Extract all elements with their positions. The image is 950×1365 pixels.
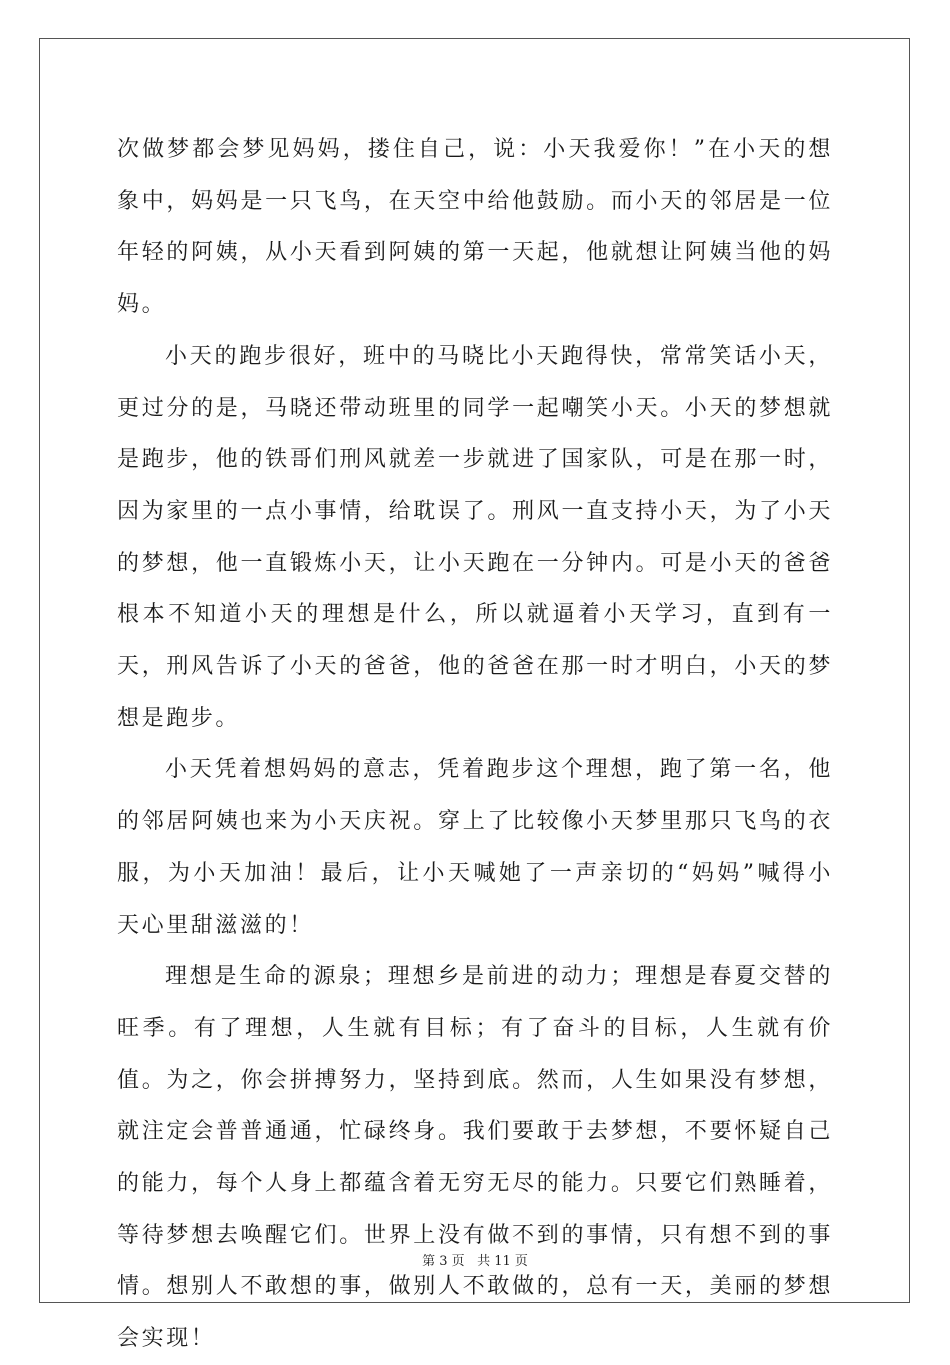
- page-footer: [0, 1250, 950, 1269]
- paragraph-3: 小天凭着想妈妈的意志，凭着跑步这个理想，跑了第一名，他的邻居阿姨也来为小天庆祝。穿上了比较像小天梦里那只飞鸟的衣服，为小天加油！最后，让小天喊她了一声亲切的“妈妈”喊得小天心里甜滋滋的！: [117, 757, 833, 938]
- paragraph-1: 次做梦都会梦见妈妈，搂住自己，说：小天我爱你！”在小天的想象中，妈妈是一只飞鸟，在天空中给他鼓励。而小天的邻居是一位年轻的阿姨，从小天看到阿姨的第一天起，他就想让阿姨当他的妈妈。: [117, 137, 833, 318]
- document-body: [117, 124, 833, 1365]
- page-number: 第 3 页: [422, 1254, 465, 1269]
- page-total: 共 11 页: [477, 1254, 528, 1269]
- paragraph-2: 小天的跑步很好，班中的马晓比小天跑得快，常常笑话小天，更过分的是，马晓还带动班里的同学一起嘲笑小天。小天的梦想就是跑步，他的铁哥们刑风就差一步就进了国家队，可是在那一时，因为家里的一点小事情，给耽误了。刑风一直支持小天，为了小天的梦想，他一直锻炼小天，让小天跑在一分钟内。可是小天的爸爸根本不知道小天的理想是什么，所以就逼着小天学习，直到有一天，刑风告诉了小天的爸爸，他的爸爸在那一时才明白，小天的梦想是跑步。: [117, 343, 833, 731]
- paragraph-4: 理想是生命的源泉；理想乡是前进的动力；理想是春夏交替的旺季。有了理想，人生就有目标；有了奋斗的目标，人生就有价值。为之，你会拼搏努力，坚持到底。然而，人生如果没有梦想，就注定会普普通通，忙碌终身。我们要敢于去梦想，不要怀疑自己的能力，每个人身上都蕴含着无穷无尽的能力。只要它们熟睡着，等待梦想去唤醒它们。世界上没有做不到的事情，只有想不到的事情。想别人不敢想的事，做别人不敢做的，总有一天，美丽的梦想会实现！: [117, 964, 833, 1352]
